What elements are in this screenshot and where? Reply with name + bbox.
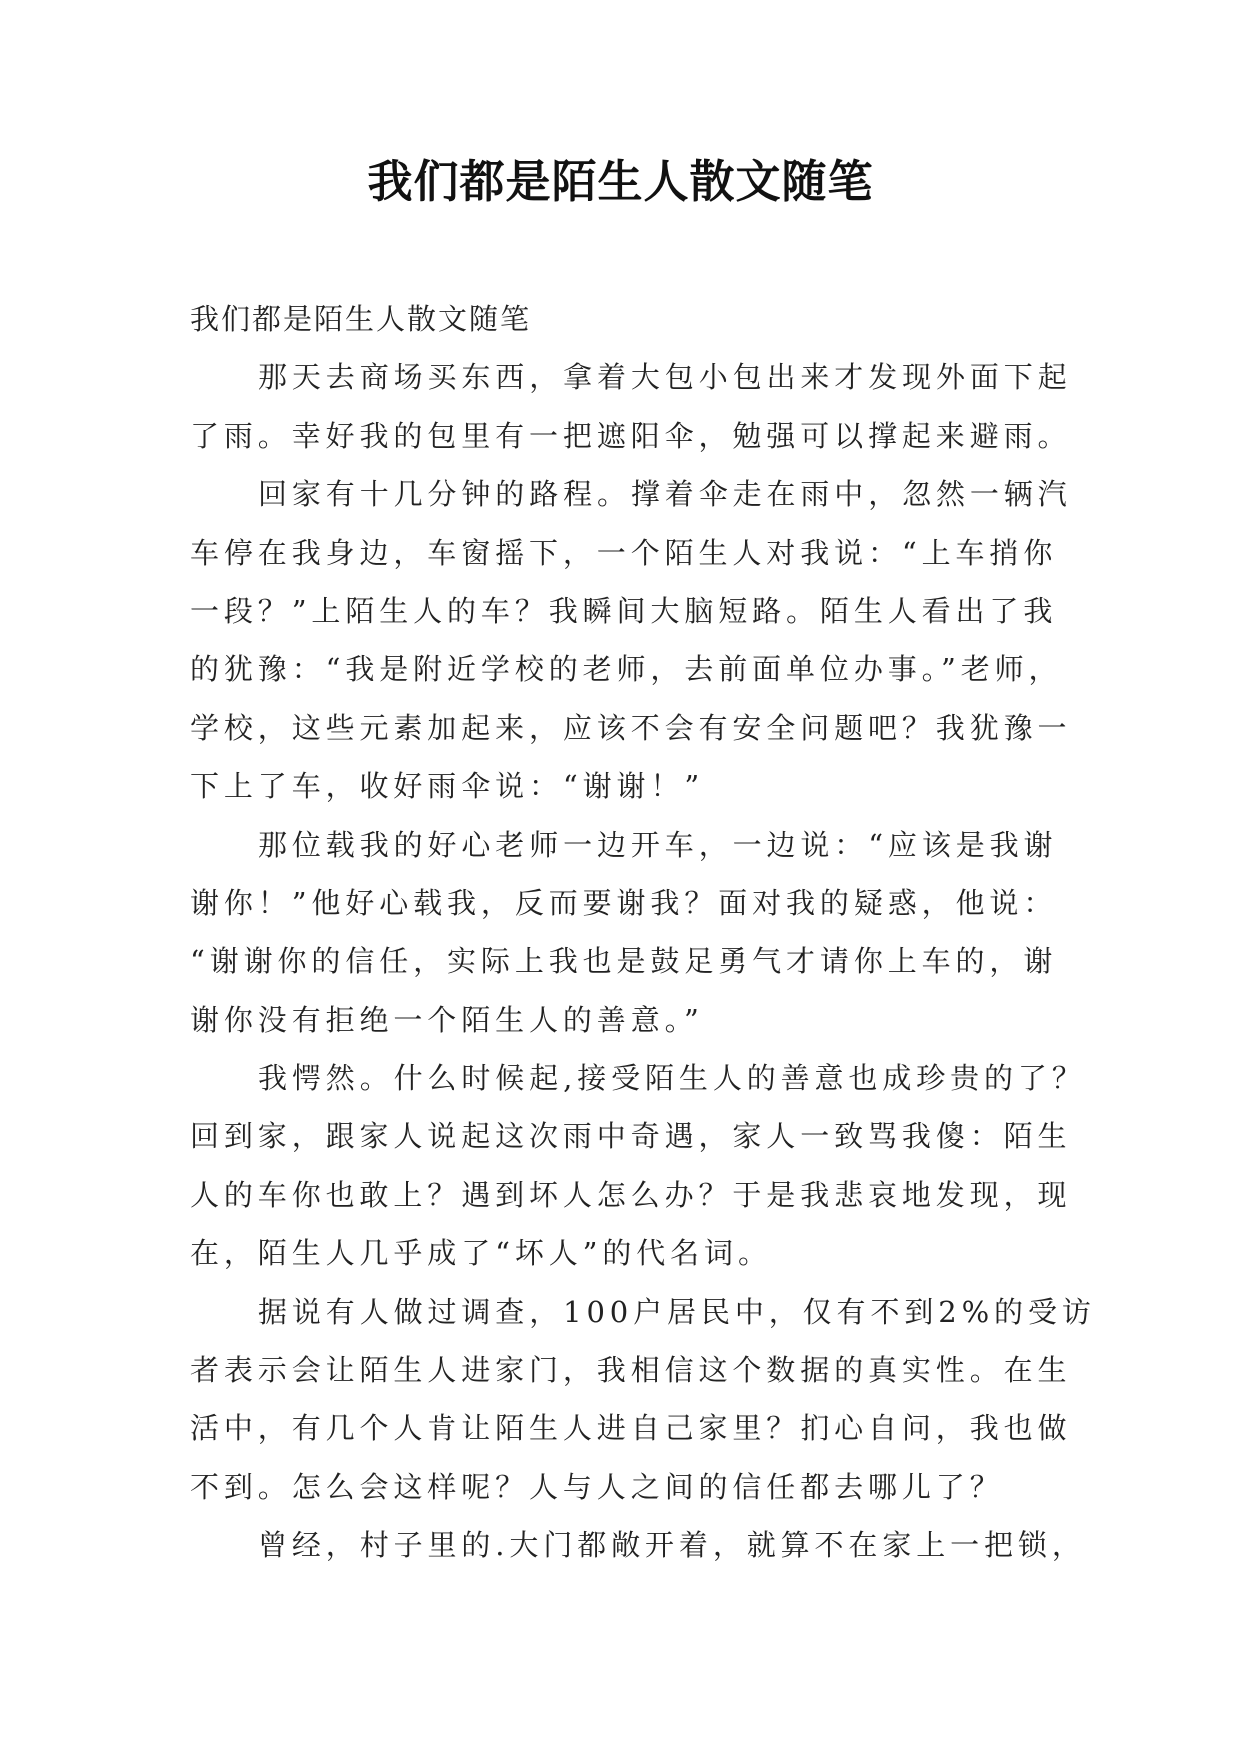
body-text-line: 那天去商场买东西，拿着大包小包出来才发现外面下起	[258, 360, 1072, 395]
document-title: 我们都是陌生人散文随笔	[367, 155, 874, 208]
body-text-line: 者表示会让陌生人进家门，我相信这个数据的真实性。在生	[190, 1353, 1072, 1388]
body-text-line: 的犹豫：“我是附近学校的老师，去前面单位办事。”老师，	[190, 652, 1063, 687]
body-text-line: 一段？”上陌生人的车？我瞬间大脑短路。陌生人看出了我	[190, 593, 1058, 628]
body-text-line: 活中，有几个人肯让陌生人进自己家里？扪心自问，我也做	[190, 1411, 1072, 1446]
body-text-line: 下上了车，收好雨伞说：“谢谢！”	[190, 769, 705, 804]
body-text-line: “谢谢你的信任，实际上我也是鼓足勇气才请你上车的，谢	[190, 944, 1058, 979]
body-text-line: 谢你没有拒绝一个陌生人的善意。”	[190, 1002, 704, 1037]
body-text-line: 曾经，村子里的.大门都敞开着，就算不在家上一把锁，	[258, 1528, 1086, 1563]
document-subtitle: 我们都是陌生人散文随笔	[190, 302, 532, 336]
body-text-line: 回到家，跟家人说起这次雨中奇遇，家人一致骂我傻：陌生	[190, 1119, 1072, 1154]
body-text-line: 车停在我身边，车窗摇下，一个陌生人对我说：“上车捎你	[190, 535, 1058, 570]
body-text-line: 那位载我的好心老师一边开车，一边说：“应该是我谢	[258, 827, 1058, 862]
body-text-line: 学校，这些元素加起来，应该不会有安全问题吧？我犹豫一	[190, 710, 1072, 745]
body-text-line: 了雨。幸好我的包里有一把遮阳伞，勉强可以撑起来避雨。	[190, 418, 1072, 453]
body-text-line: 谢你！”他好心载我，反而要谢我？面对我的疑惑，他说：	[190, 885, 1058, 920]
document-body	[190, 290, 1096, 1575]
body-text-line: 不到。怎么会这样呢？人与人之间的信任都去哪儿了？	[190, 1469, 1004, 1504]
body-text-line: 据说有人做过调查，100户居民中，仅有不到2%的受访	[258, 1294, 1096, 1329]
body-text-line: 人的车你也敢上？遇到坏人怎么办？于是我悲哀地发现，现	[190, 1177, 1072, 1212]
body-text-line: 回家有十几分钟的路程。撑着伞走在雨中，忽然一辆汽	[258, 477, 1072, 512]
body-text-line: 我愕然。什么时候起,接受陌生人的善意也成珍贵的了？	[258, 1061, 1086, 1096]
body-text-line: 在，陌生人几乎成了“坏人”的代名词。	[190, 1236, 772, 1271]
